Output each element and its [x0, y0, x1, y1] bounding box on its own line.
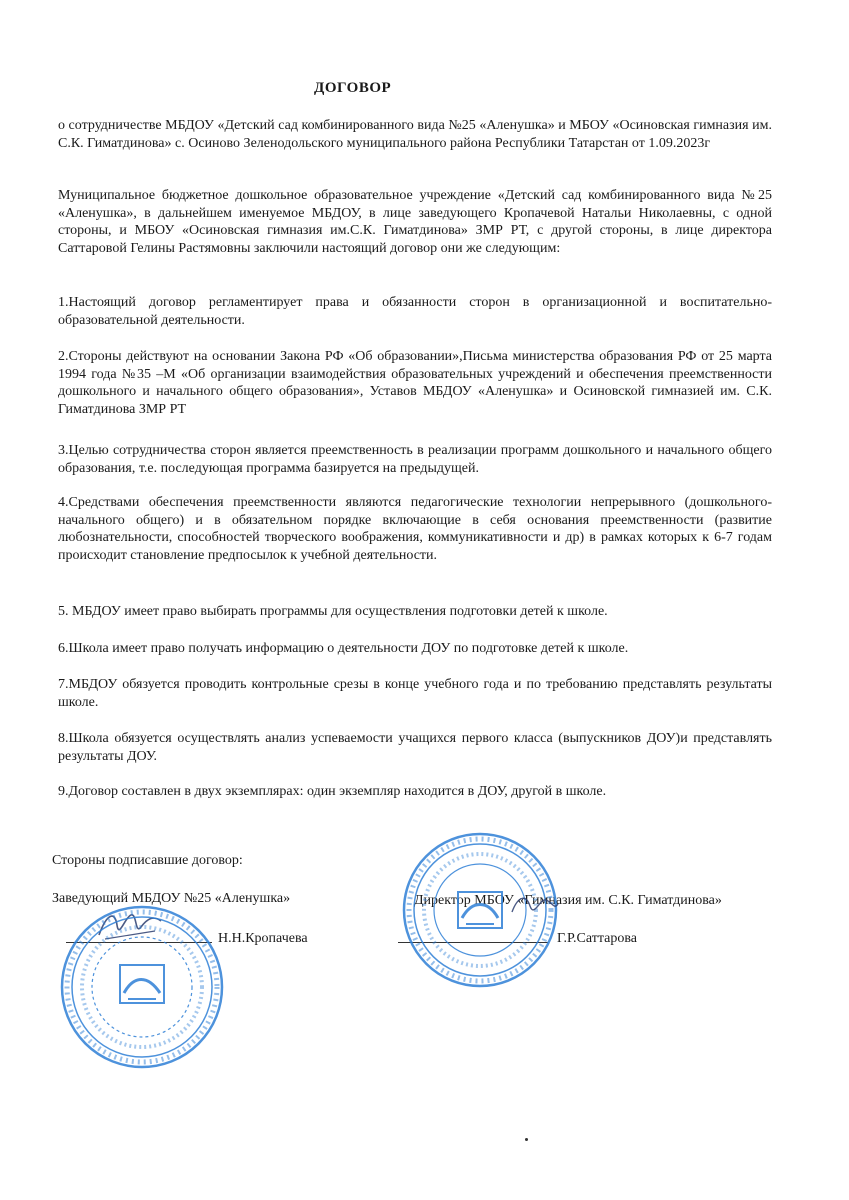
- preamble-paragraph: о сотрудничестве МБДОУ «Детский сад комбинированного вида №25 «Аленушка» и МБОУ «Осиновская гимназия им. С.К. Гиматдинова» с. Осиново Зеленодольского муниципального района Республики Татарстан от 1.09.2023г: [58, 118, 772, 151]
- clause-3: 3.Целью сотрудничества сторон является преемственность в реализации программ дошкольного и начального общего образования, т.е. последующая программа базируется на предыдущей.: [58, 443, 772, 476]
- clause-5: 5. МБДОУ имеет право выбирать программы для осуществления подготовки детей к школе.: [58, 604, 608, 619]
- clause-7: 7.МБДОУ обязуется проводить контрольные срезы в конце учебного года и по требованию представлять результаты школе.: [58, 677, 772, 710]
- document-title: ДОГОВОР: [314, 80, 392, 96]
- clause-9: 9.Договор составлен в двух экземплярах: один экземпляр находится в ДОУ, другой в школе.: [58, 784, 607, 799]
- right-party-title: Директор МБОУ «Гимназия им. С.К. Гиматдинова»: [414, 893, 722, 908]
- scan-speck: [525, 1138, 528, 1141]
- clause-4: 4.Средствами обеспечения преемственности являются педагогические технологии непрерывного (дошкольного- начального общего) и в обязательном порядке включающие в себя основания преемственности (развитие любознательности, способностей творческого воображения, коммуникативности и др) в рамках которых к 6-7 годам происходит становление предпосылок к учебной деятельности.: [58, 495, 772, 563]
- left-round-stamp: [58, 903, 226, 1071]
- clause-1: 1.Настоящий договор регламентирует права и обязанности сторон в организационной и воспитательно-образовательной деятельности.: [58, 295, 772, 328]
- left-party-title: Заведующий МБДОУ №25 «Аленушка»: [52, 891, 291, 906]
- right-signature-scribble: [510, 890, 560, 920]
- left-party-name: Н.Н.Кропачева: [218, 931, 308, 946]
- clause-2: 2.Стороны действуют на основании Закона РФ «Об образовании»,Письма министерства образования РФ от 25 марта 1994 года №35 –М «Об организации взаимодействия образовательных учреждений и обеспечения преемственности дошкольного и начального общего образования», Уставов МБДОУ «Аленушка» и Осиновской гимназией им. С.К. Гиматдинова ЗМР РТ: [58, 349, 772, 417]
- clause-6: 6.Школа имеет право получать информацию о деятельности ДОУ по подготовке детей к школе.: [58, 641, 629, 656]
- intro-paragraph: Муниципальное бюджетное дошкольное образовательное учреждение «Детский сад комбинированного вида №25 «Аленушка», в дальнейшем именуемое МБДОУ, в лице заведующего Кропачевой Натальи Николаевны, с одной стороны, и МБОУ «Осиновская гимназия им.С.К. Гиматдинова» ЗМР РТ, с другой стороны, в лице директора Саттаровой Гелины Растямовны заключили настоящий договор они же следующим:: [58, 188, 772, 256]
- clause-8: 8.Школа обязуется осуществлять анализ успеваемости учащихся первого класса (выпускников ДОУ)и представлять результаты ДОУ.: [58, 731, 772, 764]
- right-party-name: Г.Р.Саттарова: [557, 931, 638, 946]
- signatures-heading: Стороны подписавшие договор:: [52, 853, 243, 868]
